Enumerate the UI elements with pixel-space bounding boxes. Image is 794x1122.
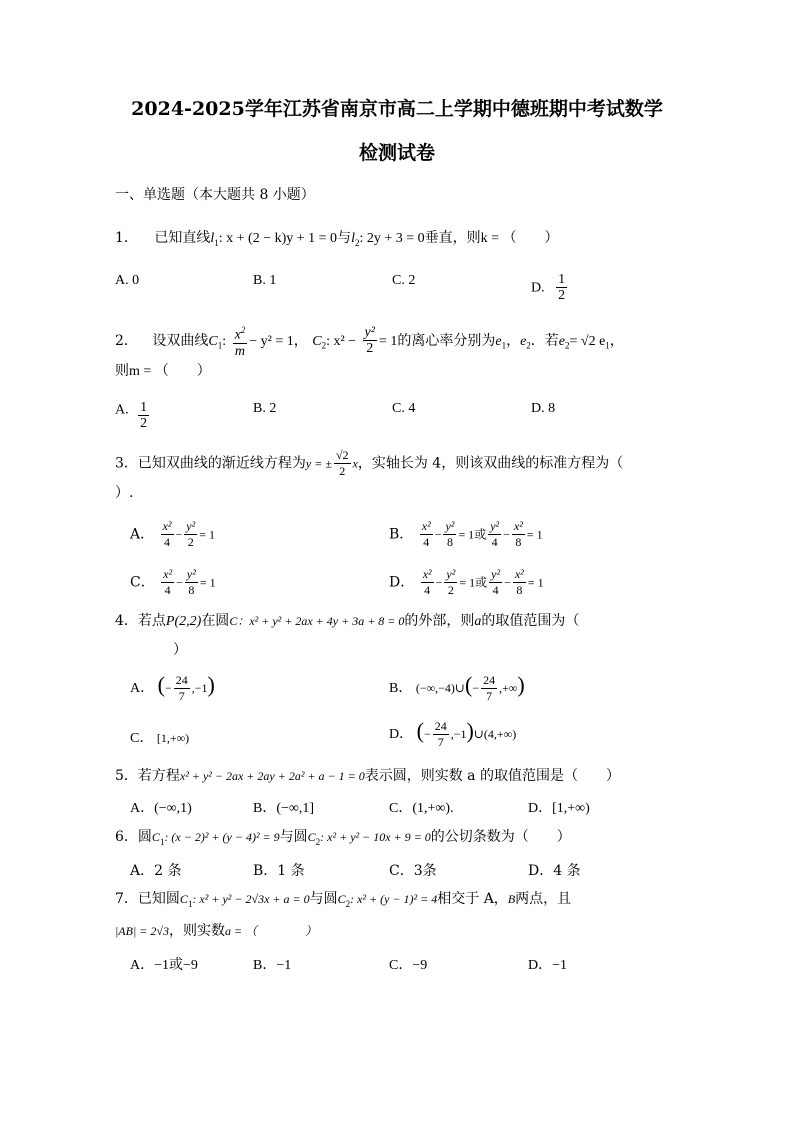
q6-option-a[interactable]: A．2 条 <box>130 863 182 879</box>
q4-a-24: 24 <box>175 673 188 688</box>
q3-b-frac3 <box>488 519 501 550</box>
q1-number: 1． <box>115 230 138 246</box>
q3-b-frac1 <box>420 519 433 550</box>
q2-option-a-label: A. <box>115 402 129 418</box>
q3-d-eq2: = 1 <box>527 575 544 590</box>
q3-b-x2: x² <box>421 519 431 533</box>
q2-option-b[interactable]: B. 2 <box>253 401 277 416</box>
q3-option-d[interactable] <box>389 567 544 598</box>
q7-option-b[interactable]: B．−1 <box>253 958 292 973</box>
q3-d-8b: 8 <box>516 583 523 597</box>
q3-d-y2: y² <box>446 567 456 581</box>
q6-c1-eq: : (x − 2)² + (y − 4)² = 9 <box>164 830 280 844</box>
q3-b-4: 4 <box>423 535 430 549</box>
q3-d-x2: x² <box>422 567 432 581</box>
q3-a-4: 4 <box>164 535 171 549</box>
q3-b-eq2: = 1 <box>526 527 543 542</box>
q3-c-y2: y² <box>186 567 196 581</box>
q3-b-minus: − <box>434 527 442 542</box>
q1-eq2: : 2y + 3 = 0 <box>359 231 425 246</box>
q3-b-minus2: − <box>503 527 510 542</box>
q4-a-lparen: ( <box>157 672 165 697</box>
q6-c2: C <box>307 830 316 844</box>
q3-b-frac4 <box>512 519 525 550</box>
q7-option-c[interactable]: C．−9 <box>389 958 428 973</box>
q4-a-end: ,−1 <box>191 681 208 695</box>
question-2: 2． 设双曲线$C_1$: $\frac{x^2}{m}$ − y² = 1， $C_2$: x² − $\frac{\text{y²}}{2}$ = 1的离心率分别为$e_1$，$e_2$．若$e_2= √2$ $e_1$， <box>115 325 624 359</box>
q2-text-2: 的离心率分别为 <box>397 332 496 349</box>
q2-option-a-fraction <box>138 400 149 431</box>
q7-c1-sub: 1 <box>187 898 193 909</box>
question-6 <box>115 828 571 851</box>
q4-b-frac <box>481 673 497 704</box>
q3-d-frac1 <box>421 567 434 598</box>
q3-a-label: A． <box>130 526 155 543</box>
q3-a-frac2 <box>184 519 197 550</box>
q4-option-d[interactable]: D． (− $\frac{24}{7}$ ,−1)∪(4,+∞) <box>389 718 517 750</box>
q1-option-c[interactable]: C. 2 <box>392 273 416 288</box>
q3-d-y2b: y² <box>491 567 501 581</box>
q1-text-1: 已知直线 <box>154 230 211 246</box>
q3-c-minus: − <box>176 575 183 590</box>
q4-b-label: B． <box>389 681 413 696</box>
q3-d-frac4 <box>513 567 526 598</box>
q4-d-label: D． <box>389 727 414 742</box>
q4-d-post: ∪(4,+∞) <box>473 727 517 741</box>
q5-option-d[interactable]: D．[1,+∞) <box>528 801 590 816</box>
q1-l1-sub: 1 <box>214 237 219 248</box>
q4-circle-eq: C：x² + y² + 2ax + 4y + 3a + 8 = 0 <box>229 614 405 628</box>
q3-a-eq: = 1 <box>199 527 216 542</box>
q4-b-lparen: ( <box>464 672 473 697</box>
q7-b: B <box>507 892 516 906</box>
q3-two: 2 <box>339 464 346 478</box>
page-subtitle: 检测试卷 <box>358 142 435 164</box>
q3-option-a[interactable] <box>130 519 215 550</box>
q1-l2: l <box>351 231 355 246</box>
q4-d-end: ,−1 <box>450 727 467 741</box>
q1-option-a[interactable]: A. 0 <box>115 273 140 288</box>
q3-b-eq: = 1 <box>458 527 475 542</box>
q2-e2: e <box>520 333 527 349</box>
q3-fraction <box>334 448 351 479</box>
q7-text-4: 两点，且 <box>515 891 572 907</box>
q6-option-c[interactable]: C．3条 <box>389 863 437 879</box>
q2-e1-sub: 1 <box>501 340 507 351</box>
q1-d-den: 2 <box>558 288 566 303</box>
q1-option-d-label: D. <box>531 280 545 296</box>
q4-c-value: [1,+∞) <box>156 731 190 745</box>
question-3 <box>115 448 623 479</box>
q2-eq-rhs-sub: 1 <box>605 340 610 351</box>
q3-b-frac2 <box>443 519 456 550</box>
q7-c2: C <box>337 892 346 906</box>
q3-a-frac1 <box>161 519 174 550</box>
q2-c2eq: : x² − <box>326 333 357 349</box>
q7-ab: |AB| = 2√3 <box>115 924 169 938</box>
q2-e2-sub: 2 <box>526 340 531 351</box>
q5-option-c[interactable]: C．(1,+∞). <box>389 801 454 816</box>
question-5 <box>115 767 620 785</box>
q5-text-1: 5．若方程 <box>115 768 180 784</box>
q3-d-frac2 <box>444 567 457 598</box>
q3-c-4: 4 <box>164 583 171 597</box>
q6-c2-eq: : x² + y² − 10x + 9 = 0 <box>320 830 431 844</box>
q4-text-2: 在圆 <box>201 613 230 629</box>
q6-c1: C <box>151 830 160 844</box>
q3-a-minus: − <box>175 527 183 542</box>
q2-text-1: 设双曲线 <box>152 332 209 349</box>
q1-l1: l <box>210 231 215 246</box>
q3-c-label: C． <box>130 574 155 591</box>
q2-a-num: 1 <box>140 400 148 415</box>
q3-d-frac3 <box>489 567 502 598</box>
q3-b-8: 8 <box>446 535 453 549</box>
q7-c1-eq: : x² + y² − 2√3x + a = 0 <box>192 892 310 906</box>
q1-l2-sub: 2 <box>354 237 360 248</box>
q5-eq: x² + y² − 2ax + 2ay + 2a² + a − 1 = 0 <box>179 769 365 783</box>
q2-text-3: ．若 <box>530 332 559 349</box>
q7-a-eq: a = （ ） <box>224 924 318 938</box>
q3-d-minus2: − <box>504 575 511 590</box>
q3-b-label: B． <box>389 526 414 543</box>
q2-c1: C <box>208 333 218 349</box>
q4-a-7: 7 <box>178 689 185 704</box>
q6-c2-sub: 2 <box>315 836 321 847</box>
q4-option-a[interactable]: A． (− $\frac{24}{7}$ ,−1) <box>130 672 215 704</box>
q2-a-den: 2 <box>140 416 148 431</box>
q7-option-a[interactable]: A．−1或−9 <box>130 958 198 973</box>
q4-a-rparen: ) <box>207 672 215 697</box>
q3-a-y2: y² <box>186 519 196 533</box>
q1-eq1: : x + (2 − k)y + 1 = 0 <box>218 231 338 246</box>
q3-c-frac1 <box>161 567 174 598</box>
q4-c-label: C． <box>130 731 154 746</box>
q2-m: m <box>234 343 245 359</box>
q2-rest1: − y² = 1， <box>249 333 308 349</box>
q1-option-d-fraction <box>556 272 567 303</box>
q4-text-3: 的外部，则 <box>404 613 475 629</box>
q2-line-2 <box>115 362 211 381</box>
q4-text-1: 4．若点 <box>115 613 166 629</box>
q3-d-2: 2 <box>447 583 454 597</box>
q4-a-frac <box>174 673 190 704</box>
q6-option-b[interactable]: B．1 条 <box>253 863 305 879</box>
question-4 <box>115 612 579 631</box>
q2-option-a[interactable] <box>115 395 151 431</box>
q3-x: x <box>352 456 358 471</box>
q2-colon: : <box>222 333 227 349</box>
q2-c2: C <box>312 333 322 349</box>
q7-line-2 <box>115 922 317 940</box>
q3-d-x2b: x² <box>514 567 524 581</box>
q5-text-2: 表示圆，则实数 a 的取值范围是（ ） <box>364 768 620 784</box>
q3-b-y2: y² <box>445 519 455 533</box>
q7-text-3: 相交于 A， <box>437 891 508 907</box>
question-7 <box>115 890 571 913</box>
page-title: 2024-2025学年江苏省南京市高二上学期中德班期中考试数学 <box>131 98 663 120</box>
q2-line2-text: 则 <box>115 363 129 379</box>
q3-d-label: D． <box>389 574 415 591</box>
q3-a-2: 2 <box>187 535 194 549</box>
section-heading: 一、单选题（本大题共 8 小题） <box>115 187 315 203</box>
q4-a: a <box>474 614 482 629</box>
question-1 <box>115 229 559 252</box>
q4-a-label: A． <box>130 681 155 696</box>
q3-a-x2: x² <box>162 519 172 533</box>
q4-b-pre: (−∞,−4)∪ <box>415 681 465 695</box>
q4-d-7: 7 <box>437 735 444 750</box>
q2-eq-rhs: = √2 e <box>569 333 606 349</box>
q5-option-b[interactable]: B．(−∞,1] <box>253 801 315 816</box>
q7-text-2: 与圆 <box>309 891 338 907</box>
q4-option-c[interactable] <box>130 727 189 747</box>
q1-d-num: 1 <box>558 272 566 287</box>
q4-b-24: 24 <box>483 673 496 688</box>
q2-m-eq: m = （ ） <box>129 364 211 379</box>
q3-c-x2: x² <box>163 567 173 581</box>
q3-c-frac2 <box>185 567 198 598</box>
q3-b-x2b: x² <box>513 519 523 533</box>
q2-option-c[interactable]: C. 4 <box>392 401 416 416</box>
q7-c2-eq: : x² + (y − 1)² = 4 <box>350 892 438 906</box>
q2-rest2: = 1 <box>378 333 398 349</box>
q1-option-b[interactable]: B. 1 <box>253 273 277 288</box>
q3-d-4: 4 <box>424 583 431 597</box>
q3-b-y2b: y² <box>490 519 500 533</box>
q2-fraction-y2 <box>363 325 377 356</box>
q6-text-1: 6．圆 <box>115 829 152 845</box>
q2-two: 2 <box>366 341 374 357</box>
q1-k: k = （ ） <box>480 231 559 246</box>
q2-number: 2． <box>115 332 138 349</box>
q5-option-a[interactable]: A．(−∞,1) <box>130 801 192 816</box>
q7-option-d[interactable]: D．−1 <box>528 958 568 973</box>
q3-d-minus: − <box>435 575 443 590</box>
q7-text-5: ，则实数 <box>168 923 225 939</box>
q2-option-d[interactable]: D. 8 <box>531 401 556 416</box>
q2-x2: $x^2$ <box>234 325 246 343</box>
q4-d-rparen: ) <box>466 718 474 743</box>
q3-option-c[interactable] <box>130 567 216 598</box>
q1-option-d[interactable] <box>531 273 569 304</box>
q6-text-2: 与圆 <box>279 829 308 845</box>
q4-b-7: 7 <box>486 689 493 704</box>
q3-asym: y = ± <box>305 456 332 471</box>
q3-d-or: 或 <box>475 575 488 590</box>
q2-text-4: ， <box>609 332 624 349</box>
q2-y2: y² <box>364 325 375 341</box>
q4-b-post: ,+∞ <box>499 681 518 695</box>
q3-d-eq: = 1 <box>459 575 476 590</box>
q3-c-eq: = 1 <box>199 575 216 590</box>
q3-line-2: ）. <box>115 485 134 501</box>
q1-text-2: 与 <box>337 230 352 246</box>
q4-text-4: 的取值范围为（ <box>481 613 580 629</box>
q3-b-4b: 4 <box>491 535 498 549</box>
q3-b-8b: 8 <box>515 535 522 549</box>
q4-d-frac <box>433 719 449 750</box>
q2-c2-sub: 2 <box>321 340 327 351</box>
q4-close-paren: ） <box>173 642 187 658</box>
q3-root2: √2 <box>335 448 349 462</box>
q3-option-b[interactable] <box>389 519 543 550</box>
q3-text-1: 3．已知双曲线的渐近线方程为 <box>115 455 306 472</box>
q6-text-3: 的公切条数为（ ） <box>430 829 571 845</box>
q4-b-rparen: ) <box>517 672 525 697</box>
q3-b-or: 或 <box>474 527 487 542</box>
q4-d-lparen: ( <box>416 718 424 743</box>
q2-eq-sub: 2 <box>565 340 570 351</box>
q7-c1: C <box>179 892 188 906</box>
q4-point: P(2,2) <box>165 614 202 629</box>
q2-e1: e <box>495 333 502 349</box>
q3-c-8: 8 <box>188 583 195 597</box>
q6-c1-sub: 1 <box>159 836 165 847</box>
q6-option-d[interactable]: D．4 条 <box>528 863 581 879</box>
q3-text-2: ，实轴长为 4，则该双曲线的标准方程为（ <box>357 455 624 472</box>
q7-c2-sub: 2 <box>345 898 351 909</box>
q7-text-1: 7．已知圆 <box>115 891 180 907</box>
q4-option-b[interactable]: B． (−∞,−4)∪(− $\frac{24}{7}$ ,+∞) <box>389 672 525 704</box>
q2-c1-sub: 1 <box>217 340 223 351</box>
q3-d-4b: 4 <box>492 583 499 597</box>
q2-fraction-x2m <box>233 323 248 359</box>
q2-eq-e: e <box>558 333 565 349</box>
q4-d-24: 24 <box>434 719 447 734</box>
q1-text-3: 垂直，则 <box>424 230 481 246</box>
